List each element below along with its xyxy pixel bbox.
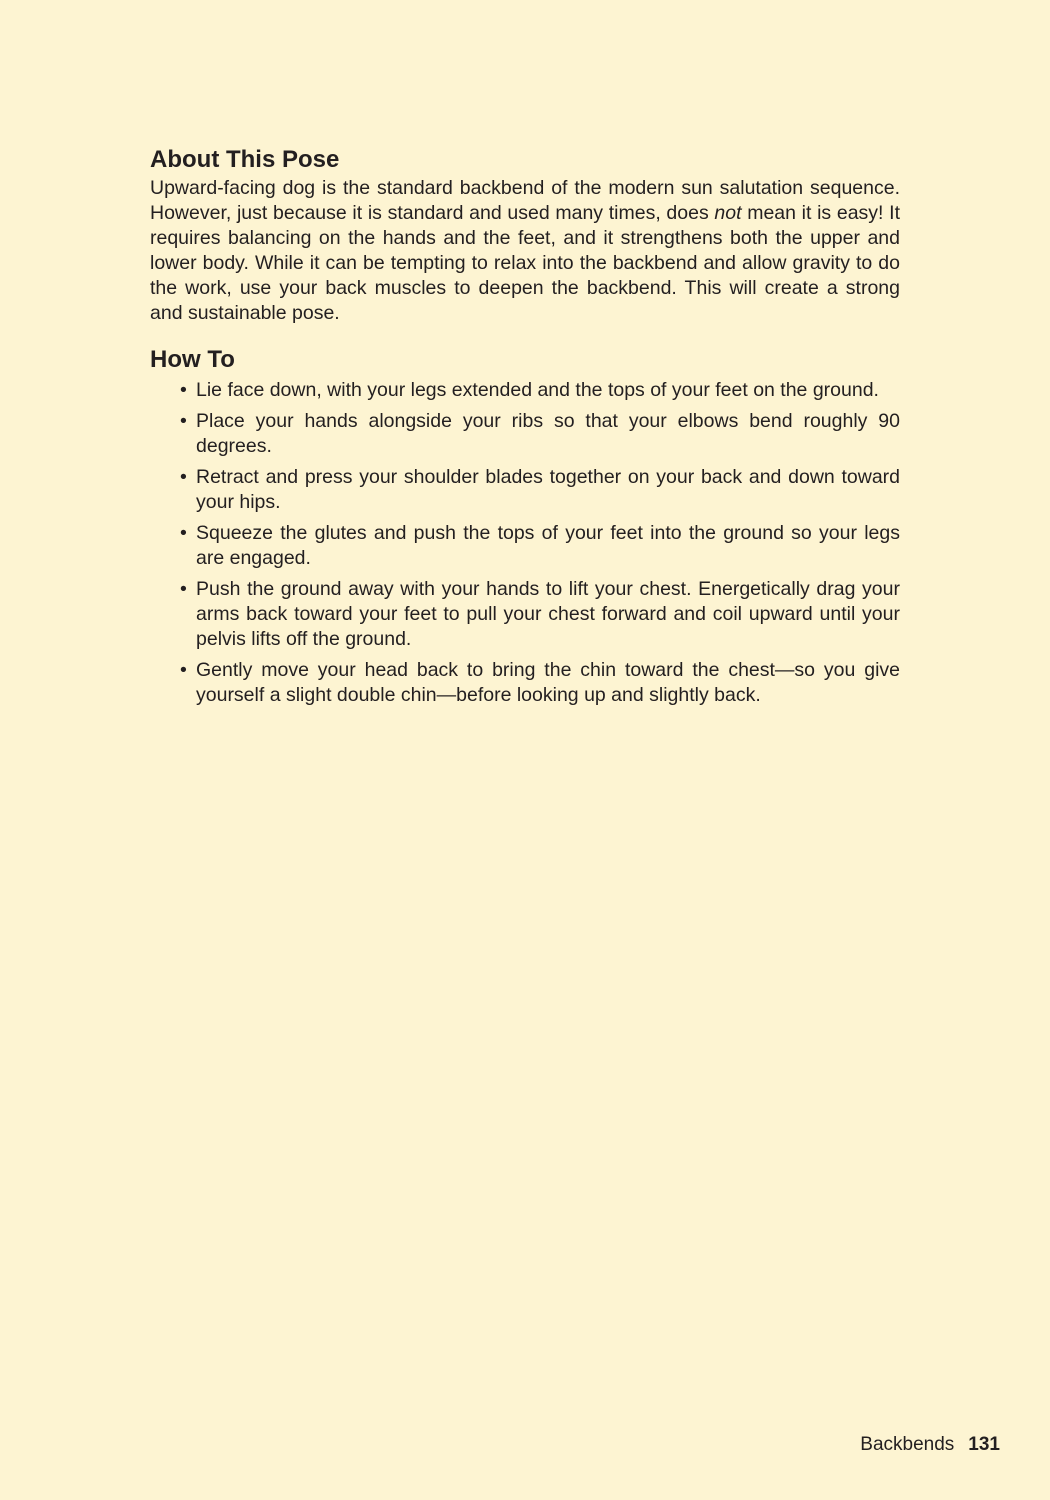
about-text-emphasis: not [714,202,742,224]
step-text: Retract and press your shoulder blades together on your back and down toward your hips. [196,466,900,513]
list-item [180,577,900,652]
bullet-icon: • [180,410,187,432]
about-paragraph [150,176,900,326]
about-text-end: mean it is easy! It requires balancing on the hands and the feet, and it strengthens both the upper and lower body. While it can be tempting to relax into the backbend and allow gravity to do the work, use your back muscles to deepen the backbend. This will create a strong and sustainable pose. [150,202,900,324]
page-number: 131 [968,1434,1000,1455]
list-item [180,409,900,459]
footer-section-title: Backbends [860,1434,955,1455]
bullet-icon: • [180,379,187,401]
list-item [180,658,900,708]
about-heading: About This Pose [150,146,340,173]
bullet-icon: • [180,522,187,544]
bullet-icon: • [180,578,187,600]
about-text-start: Upward-facing dog is the standard backbend of the modern sun salutation sequence. However, just because it is standard and used many times, does [150,177,900,224]
step-text: Lie face down, with your legs extended and the tops of your feet on the ground. [196,379,879,401]
step-text: Gently move your head back to bring the chin toward the chest—so you give yourself a slight double chin—before looking up and slightly back. [196,659,900,706]
step-text: Place your hands alongside your ribs so that your elbows bend roughly 90 degrees. [196,410,900,457]
page-footer [860,1433,1000,1457]
list-item [180,465,900,515]
step-text: Squeeze the glutes and push the tops of your feet into the ground so your legs are engaged. [196,522,900,569]
bullet-icon: • [180,466,187,488]
list-item [180,521,900,571]
page-content [150,144,900,714]
howto-heading: How To [150,346,235,373]
howto-steps-list [150,378,900,708]
bullet-icon: • [180,659,187,681]
step-text: Push the ground away with your hands to lift your chest. Energetically drag your arms back toward your feet to pull your chest forward and coil upward until your pelvis lifts off the ground. [196,578,900,650]
list-item [180,378,900,403]
